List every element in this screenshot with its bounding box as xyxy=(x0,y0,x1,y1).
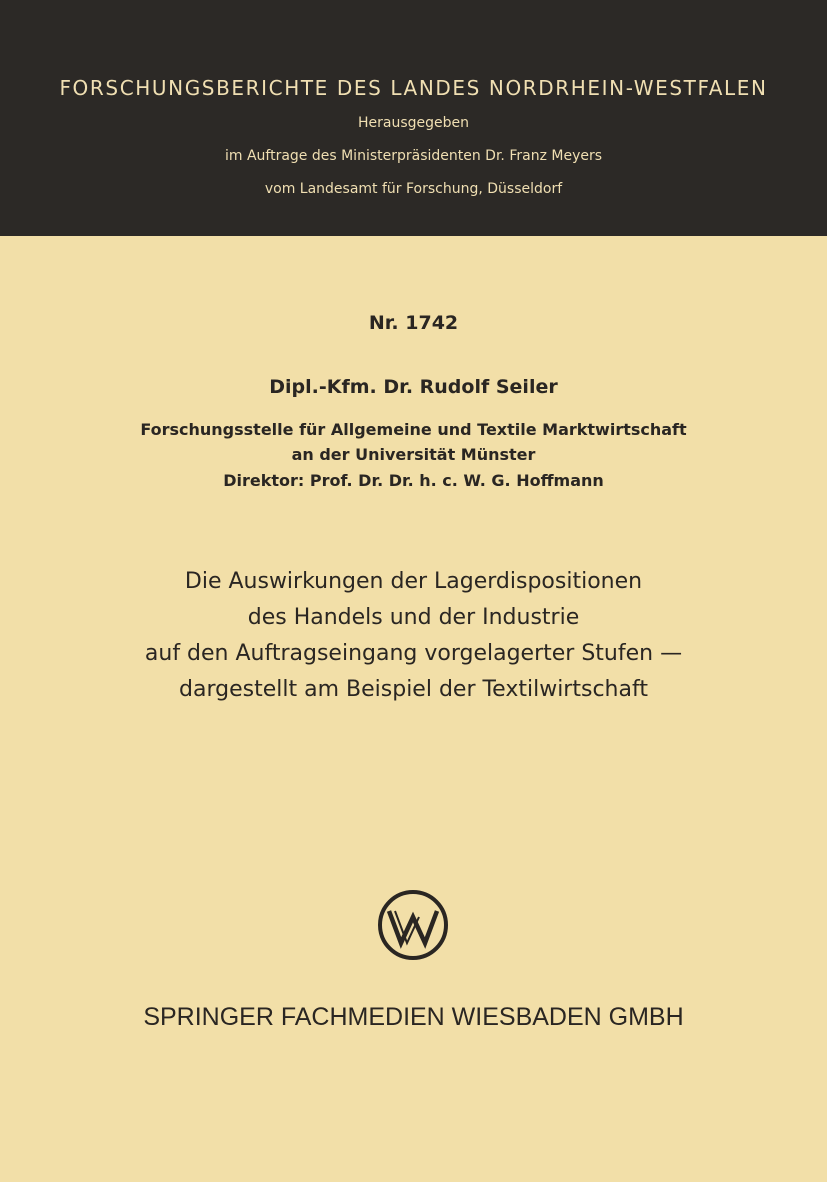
title-line-4: dargestellt am Beispiel der Textilwirtschaft xyxy=(179,677,648,702)
editor-line-3: vom Landesamt für Forschung, Düsseldorf xyxy=(264,181,563,197)
institution-line-3: Direktor: Prof. Dr. Dr. h. c. W. G. Hoffmann xyxy=(223,471,604,490)
series-title: FORSCHUNGSBERICHTE DES LANDES NORDRHEIN-WESTFALEN xyxy=(59,76,768,100)
editor-line-1: Herausgegeben xyxy=(357,115,469,131)
title-line-3: auf den Auftragseingang vorgelagerter Stufen — xyxy=(144,641,683,666)
institution-line-1: Forschungsstelle für Allgemeine und Textile Marktwirtschaft xyxy=(140,420,687,439)
series-header-band xyxy=(0,0,827,236)
book-title xyxy=(0,564,827,708)
title-line-1: Die Auswirkungen der Lagerdispositionen xyxy=(184,569,643,594)
title-line-2: des Handels und der Industrie xyxy=(247,605,580,630)
report-number: Nr. 1742 xyxy=(368,312,459,334)
editor-line-2: im Auftrage des Ministerpräsidenten Dr. Franz Meyers xyxy=(224,148,603,164)
institution-line-2: an der Universität Münster xyxy=(291,445,536,464)
publisher-logo-icon xyxy=(377,889,449,961)
author-name: Dipl.-Kfm. Dr. Rudolf Seiler xyxy=(269,376,558,398)
publisher-name: SPRINGER FACHMEDIEN WIESBADEN GMBH xyxy=(143,1003,684,1031)
